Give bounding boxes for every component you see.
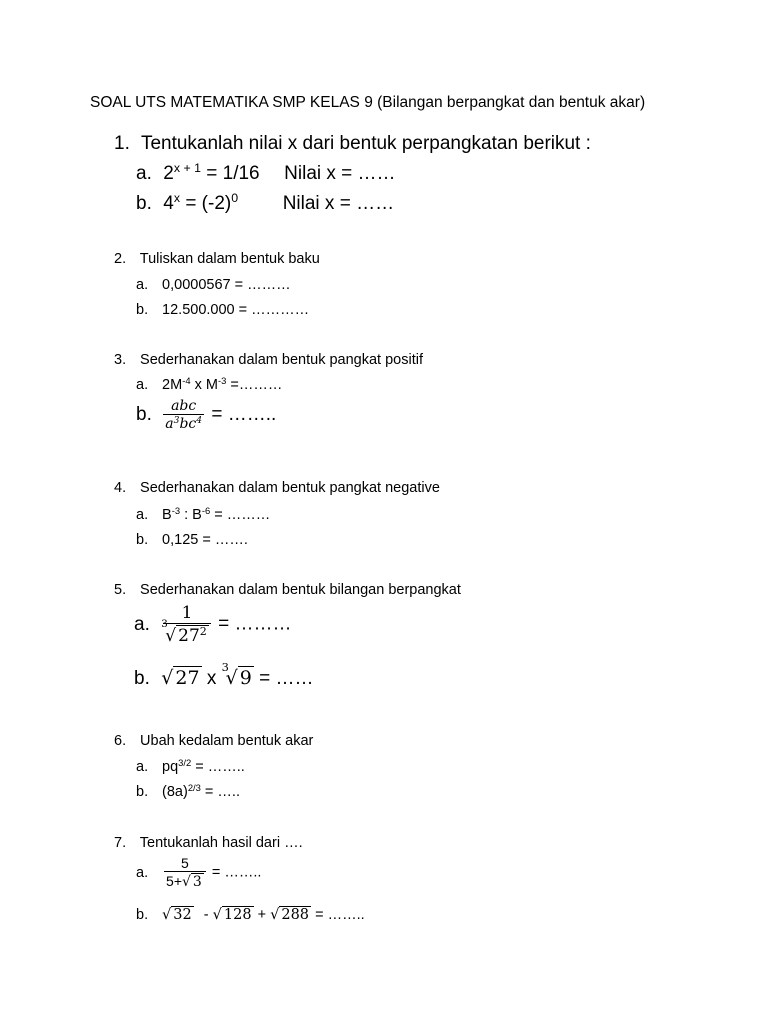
- worksheet-title: SOAL UTS MATEMATIKA SMP KELAS 9 (Bilangan berpangkat dan bentuk akar): [90, 94, 646, 111]
- item-label: b.: [136, 532, 149, 548]
- question-number: 6.: [114, 733, 127, 749]
- question-text: Ubah kedalam bentuk akar: [140, 733, 314, 749]
- item-label: b.: [136, 193, 152, 214]
- expr-base: pq: [162, 759, 179, 775]
- radicand: 9: [239, 667, 252, 689]
- item-label: b.: [134, 668, 150, 689]
- question-4-b: [136, 532, 248, 548]
- radical-icon: √: [165, 626, 177, 646]
- expr-base: 2: [163, 163, 174, 184]
- radical-icon: √: [225, 667, 238, 689]
- fraction: [163, 398, 204, 432]
- question-5-a: [134, 603, 291, 646]
- expr-exponent: -4: [182, 374, 191, 386]
- square-root: [161, 666, 201, 689]
- radical-icon: √: [212, 907, 222, 923]
- den-part: bc: [179, 416, 197, 432]
- radical-icon: √: [182, 874, 191, 890]
- operator: +: [257, 907, 267, 923]
- answer-blank: = ……..: [211, 864, 262, 881]
- root-index: 3: [221, 660, 229, 674]
- question-number: 1.: [114, 133, 130, 154]
- square-root: [270, 906, 311, 923]
- expr-exponent: 3/2: [178, 756, 192, 768]
- item-label: b.: [136, 302, 149, 318]
- question-7: [114, 835, 303, 851]
- question-6: [114, 733, 313, 749]
- question-text: Sederhanakan dalam bentuk pangkat positif: [140, 352, 423, 368]
- root-index: 3: [161, 619, 168, 630]
- radicand: 3: [192, 874, 202, 890]
- radical-icon: √: [270, 907, 280, 923]
- question-3-a: [136, 374, 283, 393]
- question-3: [114, 352, 423, 368]
- radical-icon: √: [161, 667, 174, 689]
- square-root: [162, 906, 194, 923]
- operator: x: [206, 668, 217, 689]
- radicand-exponent: 2: [199, 624, 207, 638]
- question-6-a: [136, 756, 245, 775]
- answer-blank: Nilai x = ……: [284, 163, 396, 184]
- answer-blank: = ……..: [315, 907, 365, 923]
- question-7-a: [136, 855, 261, 890]
- question-number: 7.: [114, 835, 127, 851]
- expr-exponent: -3: [217, 374, 227, 386]
- question-2-b: [136, 302, 309, 318]
- expr-exponent: x: [173, 191, 181, 206]
- fraction-denominator: [163, 414, 204, 432]
- item-label: b.: [136, 404, 152, 425]
- expr-exponent: -3: [171, 504, 181, 516]
- expr-exponent: -6: [201, 504, 211, 516]
- question-7-b: [136, 906, 365, 923]
- den-part: 5+: [166, 873, 182, 889]
- expr-part: x M: [194, 377, 218, 393]
- den-exponent: 4: [196, 416, 203, 426]
- question-1: [114, 133, 591, 155]
- question-1-a: [136, 163, 396, 185]
- fraction-numerator: 5: [181, 855, 189, 871]
- question-text: Tentukanlah hasil dari ….: [139, 835, 303, 851]
- item-label: a.: [136, 759, 149, 775]
- question-5: [114, 582, 461, 598]
- answer-blank: =………: [230, 377, 283, 393]
- radicand: 288: [281, 907, 310, 923]
- radicand-value: 27: [178, 626, 200, 646]
- item-label: b.: [136, 784, 149, 800]
- item-expression: 0,0000567 = ………: [162, 277, 291, 293]
- den-part: a: [165, 416, 174, 432]
- item-label: a.: [136, 277, 149, 293]
- fraction: [164, 855, 206, 890]
- question-1-b: [136, 193, 394, 215]
- question-text: Tuliskan dalam bentuk baku: [139, 251, 320, 267]
- question-4: [114, 480, 440, 496]
- radicand: 27: [175, 667, 200, 689]
- fraction: [163, 603, 211, 646]
- question-6-b: [136, 781, 240, 800]
- expr-rhs: = (-2): [185, 193, 232, 214]
- item-label: a.: [136, 507, 149, 523]
- question-5-b: [134, 660, 314, 690]
- fraction-denominator: [164, 871, 206, 890]
- answer-blank: Nilai x = ……: [282, 193, 395, 214]
- expr-part: 2M: [162, 377, 183, 393]
- item-label: a.: [136, 864, 149, 881]
- answer-blank: = …..: [200, 784, 240, 800]
- answer-blank: = ……..: [191, 759, 245, 775]
- fraction-denominator: [161, 619, 211, 646]
- operator: -: [203, 907, 209, 923]
- answer-blank: = ………: [218, 613, 292, 635]
- item-label: a.: [134, 613, 150, 635]
- expr-exponent: 0: [231, 191, 239, 206]
- answer-blank: = ………: [210, 507, 271, 523]
- question-number: 2.: [114, 251, 127, 267]
- expr-exponent: x + 1: [173, 161, 201, 176]
- question-number: 3.: [114, 352, 127, 368]
- question-number: 4.: [114, 480, 127, 496]
- question-number: 5.: [114, 582, 127, 598]
- fraction-numerator: abc: [171, 398, 197, 414]
- question-2-a: [136, 277, 291, 293]
- item-expression: 0,125 = …….: [162, 532, 248, 548]
- answer-blank: = ……..: [211, 404, 277, 425]
- radicand: 32: [173, 907, 192, 923]
- item-label: b.: [136, 907, 149, 923]
- item-label: a.: [136, 377, 149, 393]
- question-4-a: [136, 504, 271, 523]
- cube-root: [221, 660, 254, 689]
- radicand: [176, 625, 209, 646]
- question-3-b: [136, 398, 276, 432]
- square-root: [182, 873, 204, 890]
- question-text: Sederhanakan dalam bentuk bilangan berpangkat: [140, 582, 461, 598]
- fraction-numerator: 1: [181, 603, 193, 623]
- question-2: [114, 251, 320, 267]
- item-expression: 12.500.000 = …………: [162, 302, 310, 318]
- expr-part: : B: [180, 507, 202, 523]
- item-label: a.: [136, 163, 152, 184]
- question-text: Tentukanlah nilai x dari bentuk perpangkatan berikut :: [140, 133, 591, 154]
- cube-root: [161, 619, 209, 646]
- expr-exponent: 2/3: [187, 781, 201, 793]
- question-text: Sederhanakan dalam bentuk pangkat negative: [140, 480, 440, 496]
- expr-rhs: = 1/16: [206, 163, 260, 184]
- square-root: [213, 906, 254, 923]
- expr-base: 4: [163, 193, 174, 214]
- radical-icon: √: [162, 907, 172, 923]
- radicand: 128: [223, 907, 252, 923]
- den-exponent: 3: [173, 416, 180, 426]
- expr-base: (8a): [162, 784, 188, 800]
- answer-blank: = ……: [259, 668, 314, 689]
- expr-part: B: [162, 507, 172, 523]
